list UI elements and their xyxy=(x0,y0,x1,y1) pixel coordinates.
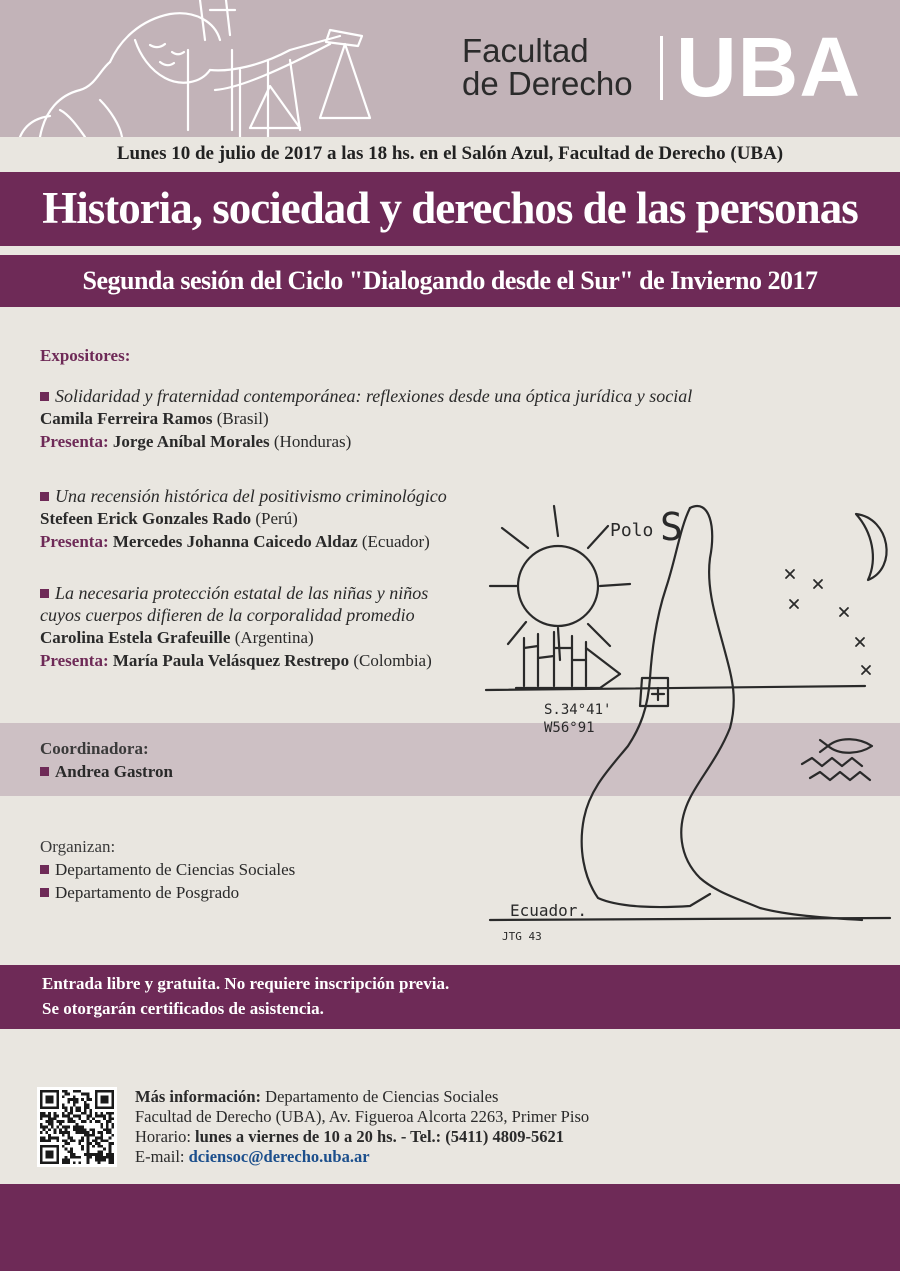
mas-info-line xyxy=(135,1087,589,1107)
talk-2-title xyxy=(40,485,447,507)
talk-3-presenter: María Paula Velásquez Restrepo xyxy=(112,651,350,670)
facultad-line-1: Facultad xyxy=(462,32,589,69)
email-label: E-mail: xyxy=(135,1147,185,1166)
email-line xyxy=(135,1147,589,1167)
entry-info-line-1: Entrada libre y gratuita. No requiere inscripción previa. xyxy=(42,974,450,993)
organizan-label: Organizan: xyxy=(40,837,116,856)
talk-1-speaker: Camila Ferreira Ramos xyxy=(40,409,213,428)
page-subtitle: Segunda sesión del Ciclo "Dialogando desde el Sur" de Invierno 2017 xyxy=(82,266,818,295)
talk-2 xyxy=(40,485,447,553)
horario-line xyxy=(135,1127,589,1147)
talk-1 xyxy=(40,385,692,453)
facultad-line-2: de Derecho xyxy=(462,65,633,102)
coordinadora-name: Andrea Gastron xyxy=(55,762,173,781)
talk-2-speaker-country: (Perú) xyxy=(255,509,298,528)
presenta-label: Presenta: xyxy=(40,532,109,551)
justice-figure-illustration xyxy=(0,0,420,137)
coordinadora-name-line xyxy=(40,760,173,783)
ecuador-label: Ecuador. xyxy=(510,901,588,920)
coordinadora-label: Coordinadora: xyxy=(40,739,149,758)
coords-label-2: W56°91 xyxy=(544,720,595,736)
bullet-square-icon xyxy=(40,492,49,501)
coordinadora-section xyxy=(40,737,173,783)
email-link[interactable]: dciensoc@derecho.uba.ar xyxy=(188,1147,370,1166)
talk-1-speaker-line xyxy=(40,407,692,430)
artist-signature: JTG 43 xyxy=(502,930,542,943)
presenta-label: Presenta: xyxy=(40,432,109,451)
talk-1-title xyxy=(40,385,692,407)
organizan-section xyxy=(40,835,295,904)
horario-value: lunes a viernes de 10 a 20 hs. - Tel.: (5411) 4809-5621 xyxy=(195,1127,565,1146)
event-dateline: Lunes 10 de julio de 2017 a las 18 hs. en el Salón Azul, Facultad de Derecho (UBA) xyxy=(116,143,784,164)
organizer-item xyxy=(40,881,295,904)
mas-info-value: Departamento de Ciencias Sociales xyxy=(265,1087,499,1106)
header-banner xyxy=(0,0,900,137)
talk-3-title-line-1: La necesaria protección estatal de las niñas y niños xyxy=(55,583,429,603)
organizer-item xyxy=(40,858,295,881)
talk-3-speaker: Carolina Estela Grafeuille xyxy=(40,628,231,647)
talk-1-presenter: Jorge Aníbal Morales xyxy=(112,432,270,451)
talk-2-presenter-country: (Ecuador) xyxy=(361,532,430,551)
expositores-label: Expositores: xyxy=(40,346,131,365)
presenta-label: Presenta: xyxy=(40,651,109,670)
polo-label: Polo xyxy=(610,520,654,541)
talk-3-title-line-2: cuyos cuerpos difieren de la corporalidad promedio xyxy=(40,605,415,625)
entry-info-line-2: Se otorgarán certificados de asistencia. xyxy=(42,999,324,1018)
talk-1-presenter-line xyxy=(40,430,692,453)
talk-3-speaker-country: (Argentina) xyxy=(234,628,314,647)
qr-code-icon xyxy=(37,1087,117,1167)
s-label: S xyxy=(660,505,683,549)
talk-3 xyxy=(40,582,432,672)
expositores-section xyxy=(40,344,130,367)
talk-2-presenter-line xyxy=(40,530,447,553)
address-line: Facultad de Derecho (UBA), Av. Figueroa Alcorta 2263, Primer Piso xyxy=(135,1107,590,1126)
entry-info-text xyxy=(42,971,449,1021)
talk-3-presenter-line xyxy=(40,649,432,672)
talk-2-speaker-line xyxy=(40,507,447,530)
bullet-square-icon xyxy=(40,865,49,874)
talk-3-presenter-country: (Colombia) xyxy=(353,651,432,670)
contact-info xyxy=(135,1087,589,1167)
talk-3-title xyxy=(40,582,432,604)
organizer-1: Departamento de Ciencias Sociales xyxy=(55,860,296,879)
talk-1-title-text: Solidaridad y fraternidad contemporánea: reflexiones desde una óptica jurídica y social xyxy=(55,386,693,406)
talk-3-speaker-line xyxy=(40,626,432,649)
bullet-square-icon xyxy=(40,888,49,897)
talk-1-speaker-country: (Brasil) xyxy=(216,409,269,428)
mas-info-label: Más información: xyxy=(135,1087,262,1106)
south-america-sketch xyxy=(480,488,900,948)
logo-divider xyxy=(660,36,663,100)
bullet-square-icon xyxy=(40,589,49,598)
page-title: Historia, sociedad y derechos de las personas xyxy=(42,183,858,233)
horario-label: Horario: xyxy=(135,1127,191,1146)
bottom-band xyxy=(0,1184,900,1271)
bullet-square-icon xyxy=(40,767,49,776)
talk-2-presenter: Mercedes Johanna Caicedo Aldaz xyxy=(112,532,358,551)
talk-1-presenter-country: (Honduras) xyxy=(273,432,352,451)
talk-2-speaker: Stefeen Erick Gonzales Rado xyxy=(40,509,252,528)
organizer-2: Departamento de Posgrado xyxy=(55,883,240,902)
talk-2-title-text: Una recensión histórica del positivismo criminológico xyxy=(55,486,447,506)
facultad-de-derecho-text xyxy=(462,34,633,100)
bullet-square-icon xyxy=(40,392,49,401)
uba-logo-text: UBA xyxy=(676,20,861,114)
coords-label-1: S.34°41' xyxy=(544,702,612,718)
